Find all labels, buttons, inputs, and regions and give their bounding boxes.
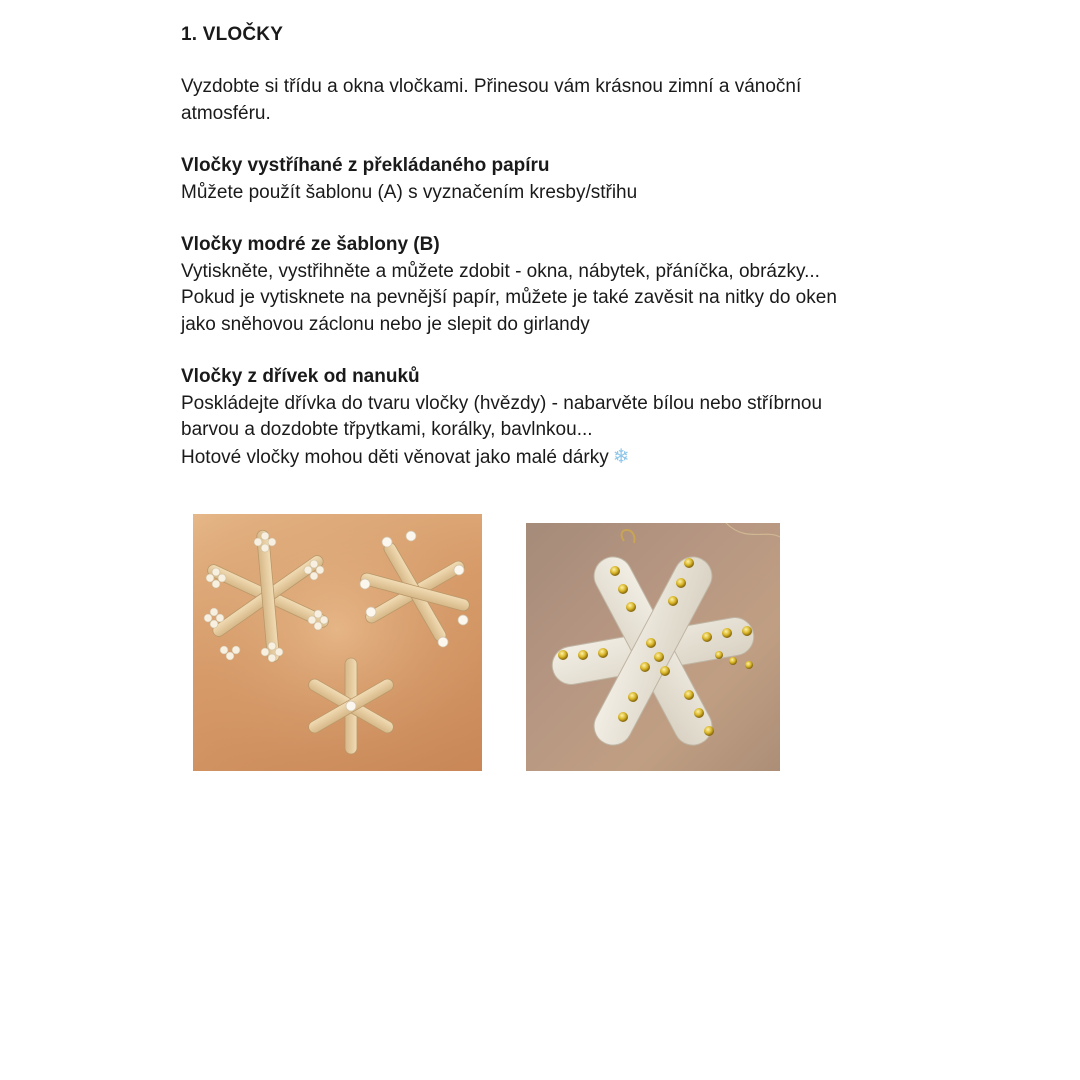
snowflake-icon: ❄ [612,445,630,468]
blue-template-text-line: Pokud je vytisknete na pevnější papír, můžete je také zavěsit na nitky do oken [181,287,837,308]
section-heading: 1. VLOČKY [181,24,284,45]
intro-line: atmosféru. [181,102,271,124]
paper-snowflakes-title: Vločky vystříhané z překládaného papíru [181,155,550,176]
stick-snowflakes-section [181,364,901,471]
white-popsicle-snowflake-with-gold-sequins-photo [526,523,780,771]
stick-snowflakes-text-line: barvou a dozdobte třpytkami, korálky, bavlnkou... [181,419,593,440]
blue-template-snowflakes-section [181,232,901,338]
photo-illustration [193,514,482,771]
paper-snowflakes-section [181,153,901,206]
stick-snowflakes-last-line-text: Hotové vločky mohou děti věnovat jako malé dárky [181,446,609,468]
stick-snowflakes-text-line [181,444,901,472]
intro-line: Vyzdobte si třídu a okna vločkami. Přinesou vám krásnou zimní a vánoční [181,76,802,97]
blue-template-snowflakes-title: Vločky modré ze šablony (B) [181,234,440,255]
document-page [181,22,901,497]
stick-snowflakes-text-line: Poskládejte dřívka do tvaru vločky (hvězdy) - nabarvěte bílou nebo stříbrnou [181,392,823,414]
intro-paragraph [181,74,901,127]
paper-snowflakes-text: Můžete použít šablonu (A) s vyznačením kresby/střihu [181,181,638,203]
blue-template-text-line: jako sněhovou záclonu nebo je slepit do girlandy [181,313,590,335]
blue-template-text-line: Vytiskněte, vystřihněte a můžete zdobit - okna, nábytek, přáníčka, obrázky... [181,260,820,282]
stick-snowflakes-title: Vločky z dřívek od nanuků [181,366,420,387]
popsicle-stick-snowflakes-with-pearls-photo [193,514,482,771]
photo-illustration [526,523,780,771]
